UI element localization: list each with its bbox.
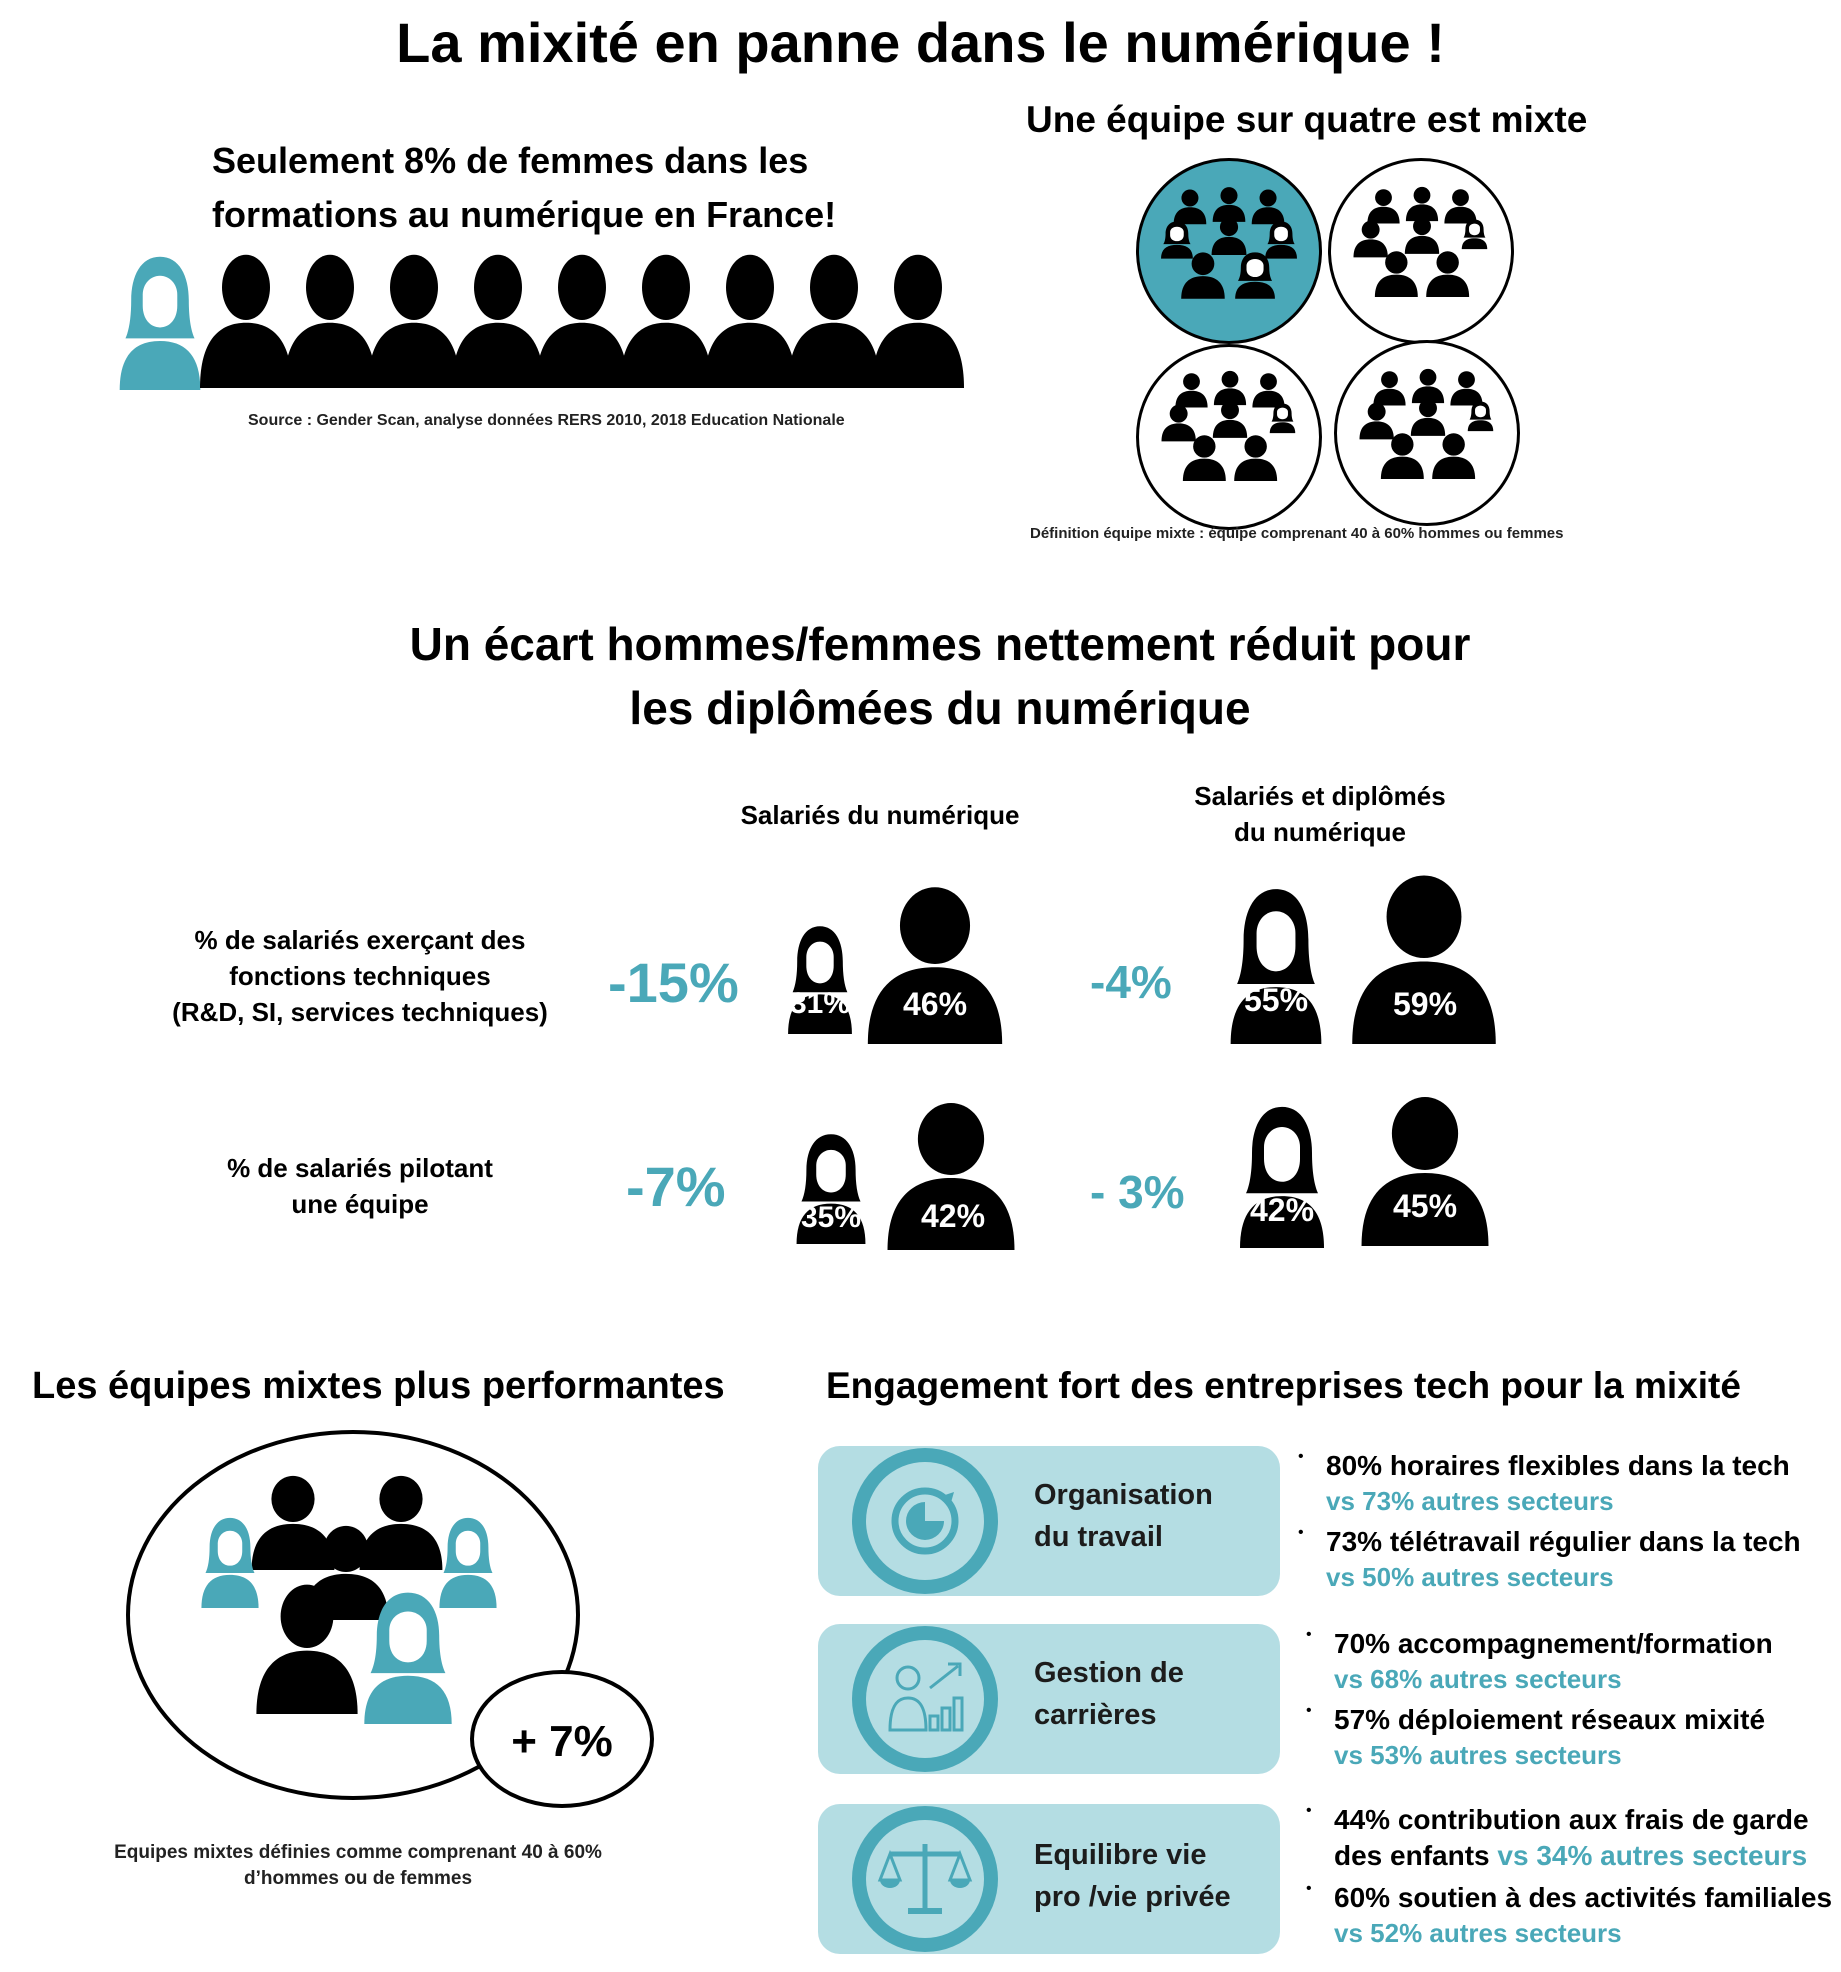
- team-icon: [1160, 362, 1300, 488]
- bullet-item: [1300, 1702, 1832, 1772]
- bullet-sub: vs 53% autres secteurs: [1334, 1740, 1622, 1770]
- card-label-line: Organisation: [1034, 1479, 1213, 1511]
- col-header-employees: Salariés du numérique: [740, 800, 1020, 830]
- card-label-line: du travail: [1034, 1521, 1163, 1553]
- bullets-career-management: [1300, 1626, 1832, 1778]
- card-label: [1034, 1834, 1231, 1918]
- bullet-main: • 60% soutien à des activités familiales: [1334, 1882, 1833, 1913]
- gap-value: - 3%: [1090, 1166, 1185, 1218]
- row-label-line: % de salariés pilotant: [227, 1153, 493, 1183]
- team-icon: [1358, 360, 1498, 486]
- women-percent: 55%: [1243, 982, 1309, 1018]
- mixed-team-icon: [1158, 178, 1300, 306]
- gap-value: -7%: [626, 1155, 726, 1218]
- card-label: [1034, 1474, 1213, 1558]
- bullet-item: [1300, 1802, 1840, 1874]
- bullet-sub: vs 52% autres secteurs: [1334, 1918, 1622, 1948]
- card-career-management: [818, 1624, 1280, 1774]
- bullet-main-part: des enfants: [1334, 1840, 1498, 1871]
- gap-headline: [0, 612, 1841, 740]
- men-percent: 46%: [902, 986, 968, 1022]
- gap-value: -4%: [1090, 956, 1172, 1008]
- row-label-line: une équipe: [291, 1189, 429, 1219]
- col-header-line: Salariés et diplômés: [1194, 781, 1446, 811]
- col-header-line: du numérique: [1234, 817, 1406, 847]
- bullet-main: • 44% contribution aux frais de garde: [1334, 1804, 1809, 1835]
- team-icon: [1352, 178, 1492, 304]
- row-label-technical: [150, 922, 570, 1030]
- bullet-item: [1300, 1626, 1832, 1696]
- bullet-main: • 70% accompagnement/formation: [1334, 1628, 1773, 1659]
- balance-scale-icon: [880, 1838, 970, 1920]
- card-work-life-balance: [818, 1804, 1280, 1954]
- card-label-line: pro /vie privée: [1034, 1881, 1231, 1913]
- row-label-line: (R&D, SI, services techniques): [172, 997, 548, 1027]
- bullets-work-organisation: [1292, 1448, 1832, 1600]
- note-line: Equipes mixtes définies comme comprenant 40 à 60%: [114, 1842, 602, 1863]
- man-icon: [252, 1582, 362, 1714]
- performance-headline: Les équipes mixtes plus performantes: [32, 1365, 725, 1407]
- women-percent: 35%: [800, 1201, 862, 1234]
- row-label-line: fonctions techniques: [229, 961, 491, 991]
- row-label-line: % de salariés exerçant des: [194, 925, 526, 955]
- women-percent: 42%: [1249, 1192, 1315, 1228]
- men-percent: 59%: [1392, 986, 1458, 1022]
- bullet-item: [1292, 1524, 1832, 1594]
- card-label: [1034, 1652, 1184, 1736]
- woman-icon: [356, 1590, 460, 1724]
- card-label-line: carrières: [1034, 1699, 1157, 1731]
- bullet-item: [1292, 1448, 1832, 1518]
- clock-refresh-icon: [886, 1482, 964, 1560]
- note-line: d’hommes ou de femmes: [243, 1868, 473, 1889]
- bullet-sub: vs 73% autres secteurs: [1326, 1486, 1614, 1516]
- men-percent: 45%: [1392, 1188, 1458, 1224]
- bullet-main-continued: [1334, 1838, 1840, 1874]
- headline-line-2: formations au numérique en France!: [212, 194, 837, 235]
- mixed-team-headline: Une équipe sur quatre est mixte: [1026, 99, 1588, 140]
- bullet-sub: vs 68% autres secteurs: [1334, 1664, 1622, 1694]
- source-note: Source : Gender Scan, analyse données RERS 2010, 2018 Education Nationale: [248, 412, 845, 429]
- gap-headline-line-2: les diplômées du numérique: [629, 682, 1251, 734]
- bullets-work-life-balance: [1300, 1802, 1840, 1956]
- headline-line-1: Seulement 8% de femmes dans les: [212, 140, 809, 181]
- col-header-graduates: [1150, 778, 1490, 850]
- men-percent: 42%: [920, 1198, 986, 1234]
- career-growth-icon: [882, 1658, 968, 1740]
- man-icon: [868, 252, 968, 388]
- mixed-team-definition: Définition équipe mixte : équipe comprenant 40 à 60% hommes ou femmes: [1030, 525, 1564, 542]
- page-title: La mixité en panne dans le numérique !: [396, 11, 1445, 74]
- bullet-main: • 80% horaires flexibles dans la tech: [1326, 1450, 1790, 1481]
- woman-icon: [112, 254, 208, 390]
- performance-badge-value: + 7%: [511, 1717, 613, 1766]
- gap-value: -15%: [608, 951, 739, 1014]
- card-work-organisation: [818, 1446, 1280, 1596]
- performance-badge: [470, 1670, 654, 1808]
- gap-headline-line-1: Un écart hommes/femmes nettement réduit pour: [409, 618, 1471, 670]
- mixed-team-note: [60, 1840, 656, 1892]
- bullet-item: [1300, 1880, 1840, 1950]
- row-label-team-lead: [150, 1150, 570, 1222]
- bullet-sub: vs 50% autres secteurs: [1326, 1562, 1614, 1592]
- woman-icon: [1222, 886, 1330, 1044]
- women-training-headline: [212, 134, 836, 242]
- card-label-line: Equilibre vie: [1034, 1839, 1207, 1871]
- engagement-headline: Engagement fort des entreprises tech pour la mixité: [826, 1365, 1741, 1406]
- bullet-main: • 73% télétravail régulier dans la tech: [1326, 1526, 1801, 1557]
- bullet-main: • 57% déploiement réseaux mixité: [1334, 1704, 1766, 1735]
- card-label-line: Gestion de: [1034, 1657, 1184, 1689]
- women-percent: 31%: [789, 987, 851, 1020]
- bullet-sub: vs 34% autres secteurs: [1497, 1840, 1808, 1871]
